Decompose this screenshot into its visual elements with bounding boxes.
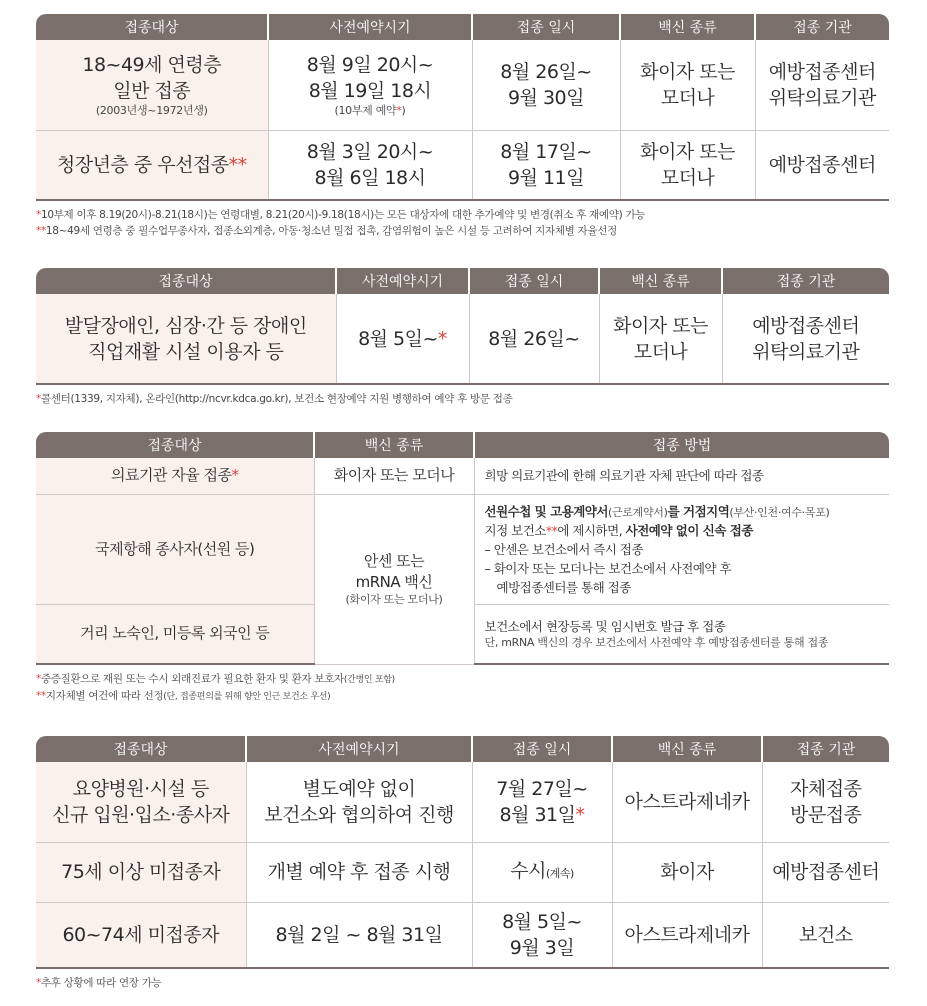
- date-cell: 8월 5일~ 9월 3일: [472, 902, 612, 968]
- reservation-cell: 8월 3일 20시~ 8월 6일 18시: [268, 130, 472, 200]
- vaccine-cell: 화이자 또는 모더나: [314, 458, 474, 494]
- header-vaccine: 백신 종류: [620, 14, 755, 40]
- table-row: [36, 842, 889, 902]
- reservation-cell: 별도예약 없이 보건소와 협의하여 진행: [246, 762, 472, 842]
- table-4-notes: [36, 975, 889, 991]
- header-reservation: 사전예약시기: [268, 14, 472, 40]
- footnote: *중증질환으로 재원 또는 수시 외래진료가 필요한 환자 및 환자 보호자(간병인 포함): [36, 673, 395, 685]
- org-cell: 예방접종센터: [762, 842, 889, 902]
- table-1-section: [36, 14, 889, 239]
- table-2-notes: [36, 391, 889, 407]
- header-date: 접종 일시: [472, 736, 612, 762]
- footnote: **18~49세 연령층 중 필수업무종사자, 접종소외계층, 아동·청소년 밀접 접촉, 감염위험이 높은 시설 등 고려하여 지자체별 자율선정: [36, 225, 617, 237]
- method-cell: 보건소에서 현장등록 및 임시번호 발급 후 접종 단, mRNA 백신의 경우 보건소에서 사전예약 후 예방접종센터를 통해 접종: [474, 604, 889, 664]
- footnote: **지자체별 여건에 따라 선정(단, 접종편의를 위해 향안 인근 보건소 우선): [36, 690, 331, 702]
- header-target: 접종대상: [36, 14, 268, 40]
- table-row: [36, 762, 889, 842]
- vaccine-cell: 화이자 또는 모더나: [620, 40, 755, 130]
- target-cell: 18~49세 연령층 일반 접종 (2003년생~1972년생): [36, 40, 268, 130]
- footnote: *10부제 이후 8.19(20시)-8.21(18시)는 연령대별, 8.21(20시)-9.18(18시)는 모든 대상자에 대한 추가예약 및 변경(취소 후 재예약) 가능: [36, 209, 646, 221]
- target-cell: 60~74세 미접종자: [36, 902, 246, 968]
- date-cell: 수시(계속): [472, 842, 612, 902]
- header-reservation: 사전예약시기: [246, 736, 472, 762]
- header-target: 접종대상: [36, 268, 336, 294]
- header-reservation: 사전예약시기: [336, 268, 469, 294]
- target-cell: 75세 이상 미접종자: [36, 842, 246, 902]
- header-org: 접종 기관: [755, 14, 889, 40]
- table-4-section: [36, 736, 889, 991]
- method-cell: 선원수첩 및 고용계약서(근로계약서)를 거점지역(부산·인천·여수·목포) 지정 보건소**에 제시하면, 사전예약 없이 신속 접종 – 안센은 보건소에서 즉시 접종 – 화이자 또는 모더나는 보건소에서 사전예약 후 예방접종센터를 통해 접종: [474, 494, 889, 604]
- table-row: [36, 902, 889, 968]
- header-vaccine: 백신 종류: [612, 736, 762, 762]
- table-row: [36, 40, 889, 130]
- table-row: [36, 130, 889, 200]
- table-4: [36, 736, 889, 969]
- target-cell: 국제항해 종사자(선원 등): [36, 494, 314, 604]
- header-org: 접종 기관: [762, 736, 889, 762]
- footnote: *추후 상황에 따라 연장 가능: [36, 977, 162, 989]
- vaccine-cell-merged: 안센 또는 mRNA 백신 (화이자 또는 모더나): [314, 494, 474, 664]
- table-1: [36, 14, 889, 201]
- date-cell: 8월 26일~ 9월 30일: [472, 40, 620, 130]
- header-date: 접종 일시: [469, 268, 599, 294]
- table-row: [36, 294, 889, 384]
- table-row: [36, 458, 889, 494]
- org-cell: 예방접종센터: [755, 130, 889, 200]
- target-cell: 요양병원·시설 등 신규 입원·입소·종사자: [36, 762, 246, 842]
- target-cell: 거리 노숙인, 미등록 외국인 등: [36, 604, 314, 664]
- target-cell: 의료기관 자율 접종*: [36, 458, 314, 494]
- date-cell: 8월 17일~ 9월 11일: [472, 130, 620, 200]
- reservation-cell: 8월 9일 20시~ 8월 19일 18시 (10부제 예약*): [268, 40, 472, 130]
- table-2: [36, 268, 889, 385]
- header-method: 접종 방법: [474, 432, 889, 458]
- target-cell: 청장년층 중 우선접종**: [36, 130, 268, 200]
- org-cell: 예방접종센터 위탁의료기관: [722, 294, 889, 384]
- reservation-cell: 개별 예약 후 접종 시행: [246, 842, 472, 902]
- reservation-cell: 8월 5일~*: [336, 294, 469, 384]
- reservation-cell: 8월 2일 ~ 8월 31일: [246, 902, 472, 968]
- header-org: 접종 기관: [722, 268, 889, 294]
- org-cell: 예방접종센터 위탁의료기관: [755, 40, 889, 130]
- table-row: [36, 494, 889, 604]
- header-date: 접종 일시: [472, 14, 620, 40]
- vaccine-cell: 아스트라제네카: [612, 902, 762, 968]
- table-3-notes: [36, 671, 889, 705]
- header-target: 접종대상: [36, 432, 314, 458]
- vaccine-cell: 화이자 또는 모더나: [599, 294, 722, 384]
- date-cell: 7월 27일~ 8월 31일*: [472, 762, 612, 842]
- header-vaccine: 백신 종류: [599, 268, 722, 294]
- org-cell: 자체접종 방문접종: [762, 762, 889, 842]
- footnote: *콜센터(1339, 지자체), 온라인(http://ncvr.kdca.go.kr), 보건소 현장예약 지원 병행하여 예약 후 방문 접종: [36, 393, 513, 405]
- date-cell: 8월 26일~: [469, 294, 599, 384]
- table-3: [36, 432, 889, 665]
- table-2-section: [36, 268, 889, 407]
- org-cell: 보건소: [762, 902, 889, 968]
- header-target: 접종대상: [36, 736, 246, 762]
- target-cell: 발달장애인, 심장·간 등 장애인 직업재활 시설 이용자 등: [36, 294, 336, 384]
- header-vaccine: 백신 종류: [314, 432, 474, 458]
- vaccine-cell: 화이자 또는 모더나: [620, 130, 755, 200]
- table-1-notes: [36, 207, 889, 239]
- vaccine-cell: 화이자: [612, 842, 762, 902]
- method-cell: 희망 의료기관에 한해 의료기관 자체 판단에 따라 접종: [474, 458, 889, 494]
- table-3-section: [36, 432, 889, 705]
- vaccine-cell: 아스트라제네카: [612, 762, 762, 842]
